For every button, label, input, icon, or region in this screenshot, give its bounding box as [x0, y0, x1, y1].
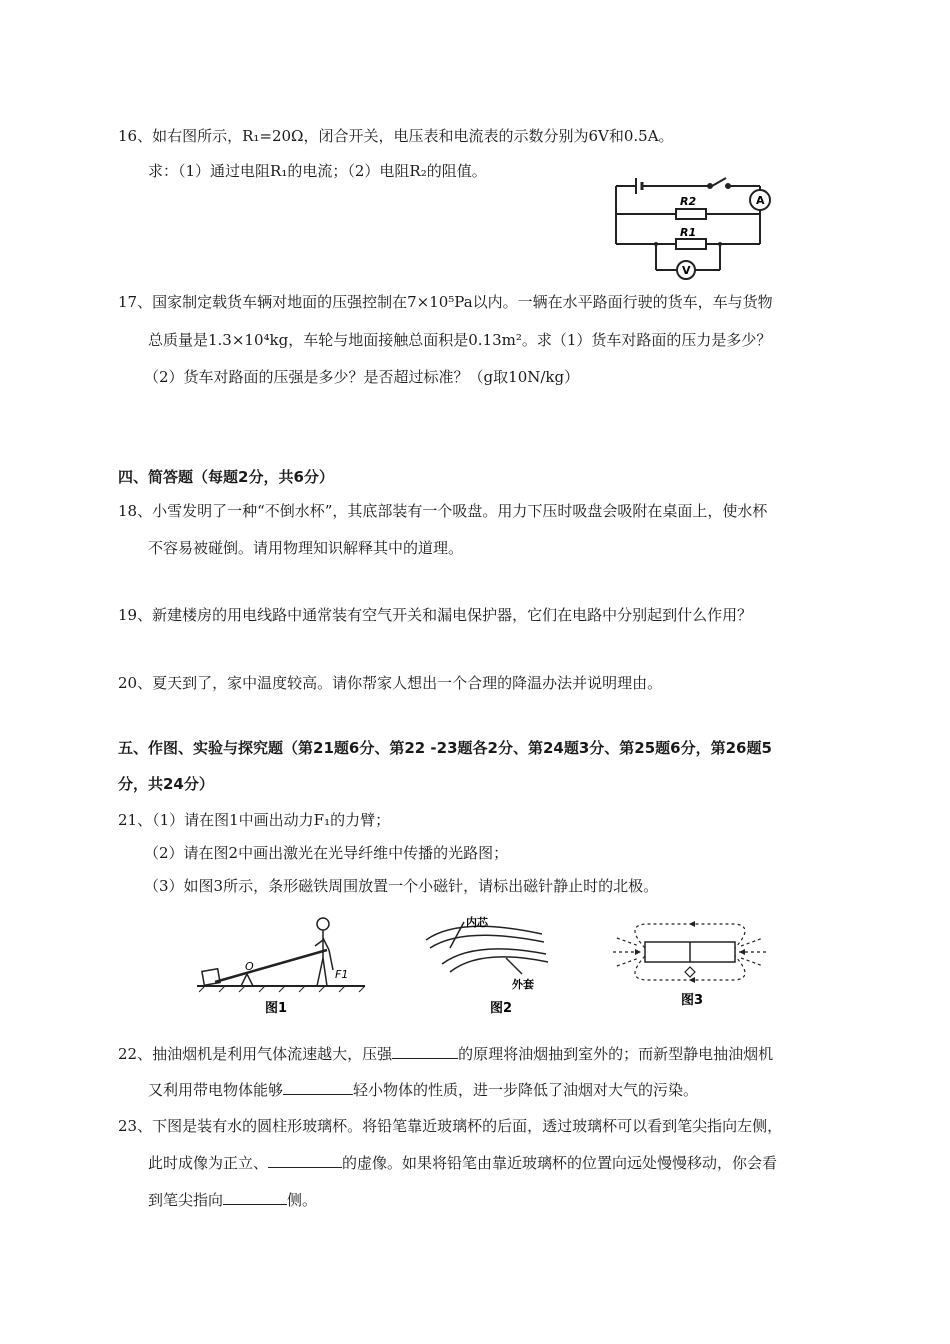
q20-line1: 20、夏天到了，家中温度较高。请你帮家人想出一个合理的降温办法并说明理由。	[118, 674, 663, 692]
r2-label: R2	[680, 195, 697, 208]
section5-title-line1: 五、作图、实验与探究题（第21题6分、第22 -23题各2分、第24题3分、第25题6分，第26题5	[118, 739, 772, 757]
r1-label: R1	[680, 226, 697, 239]
q22-blank-attract[interactable]	[283, 1080, 353, 1095]
q17-line2: 总质量是1.3×10⁴kg，车轮与地面接触总面积是0.13m²。求（1）货车对路面的压力是多少？	[148, 331, 772, 349]
q16-line1: 16、如右图所示，R₁=20Ω，闭合开关，电压表和电流表的示数分别为6V和0.5A。	[118, 127, 674, 145]
q21-line2: （2）请在图2中画出激光在光导纤维中传播的光路图；	[144, 844, 509, 862]
section4-title: 四、简答题（每题2分，共6分）	[118, 468, 334, 486]
core-label: 内芯	[466, 916, 488, 929]
q22-line2-part1: 又利用带电物体能够	[148, 1081, 284, 1099]
q16-line2: 求：（1）通过电阻R₁的电流；（2）电阻R₂的阻值。	[148, 162, 487, 180]
q23-line2-part1: 此时成像为正立、	[148, 1154, 269, 1172]
section5-title-line2: 分，共24分）	[118, 775, 214, 793]
q21-line3: （3）如图3所示，条形磁铁周围放置一个小磁针，请标出磁针静止时的北极。	[144, 877, 659, 895]
q23-blank-direction[interactable]	[223, 1190, 287, 1205]
q23-line1: 23、下图是装有水的圆柱形玻璃杯。将铅笔靠近玻璃杯的后面，透过玻璃杯可以看到笔尖指向左侧，	[118, 1117, 783, 1135]
pivot-label: O	[245, 960, 254, 973]
q19-line1: 19、新建楼房的用电线路中通常装有空气开关和漏电保护器，它们在电路中分别起到什么作用？	[118, 606, 753, 624]
q17-line1: 17、国家制定载货车辆对地面的压强控制在7×10⁵Pa以内。一辆在水平路面行驶的货车，车与货物	[118, 293, 773, 311]
q23-line3-part2: 侧。	[287, 1191, 318, 1209]
q22-line2-part2: 轻小物体的性质，进一步降低了油烟对大气的污染。	[353, 1081, 699, 1099]
q22-line1-part1: 22、抽油烟机是利用气体流速越大，压强	[118, 1045, 393, 1063]
q23-line2	[148, 1153, 777, 1173]
figure3-caption: 图3	[681, 993, 704, 1008]
q22-line1	[118, 1044, 773, 1064]
ammeter-label: A	[756, 194, 765, 207]
figure3-bar-magnet	[605, 912, 775, 1022]
q18-line1: 18、小雪发明了一种“不倒水杯”，其底部装有一个吸盘。用力下压时吸盘会吸附在桌面上，使水杯	[118, 502, 768, 520]
cladding-label: 外套	[512, 978, 534, 991]
q17-line3: （2）货车对路面的压强是多少？是否超过标准？（g取10N/kg）	[144, 368, 580, 386]
q18-line2: 不容易被碰倒。请用物理知识解释其中的道理。	[148, 539, 464, 557]
q22-blank-pressure[interactable]	[392, 1044, 458, 1059]
figure2-caption: 图2	[490, 1001, 513, 1016]
circuit-diagram	[608, 172, 786, 280]
figure1-caption: 图1	[265, 1001, 288, 1016]
voltmeter-label: V	[682, 264, 691, 277]
figure1-lever	[195, 912, 370, 1022]
q23-line3-part1: 到笔尖指向	[148, 1191, 224, 1209]
q23-line3	[148, 1190, 317, 1210]
q23-blank-image[interactable]	[268, 1153, 342, 1168]
q22-line2	[148, 1080, 698, 1100]
figure2-optical-fiber	[420, 912, 555, 1022]
force-label: F1	[335, 968, 349, 981]
q23-line2-part2: 的虚像。如果将铅笔由靠近玻璃杯的位置向远处慢慢移动，你会看	[342, 1154, 778, 1172]
q22-line1-part2: 的原理将油烟抽到室外的；而新型静电抽油烟机	[458, 1045, 774, 1063]
q21-line1: 21、（1）请在图1中画出动力F₁的力臂；	[118, 811, 391, 829]
